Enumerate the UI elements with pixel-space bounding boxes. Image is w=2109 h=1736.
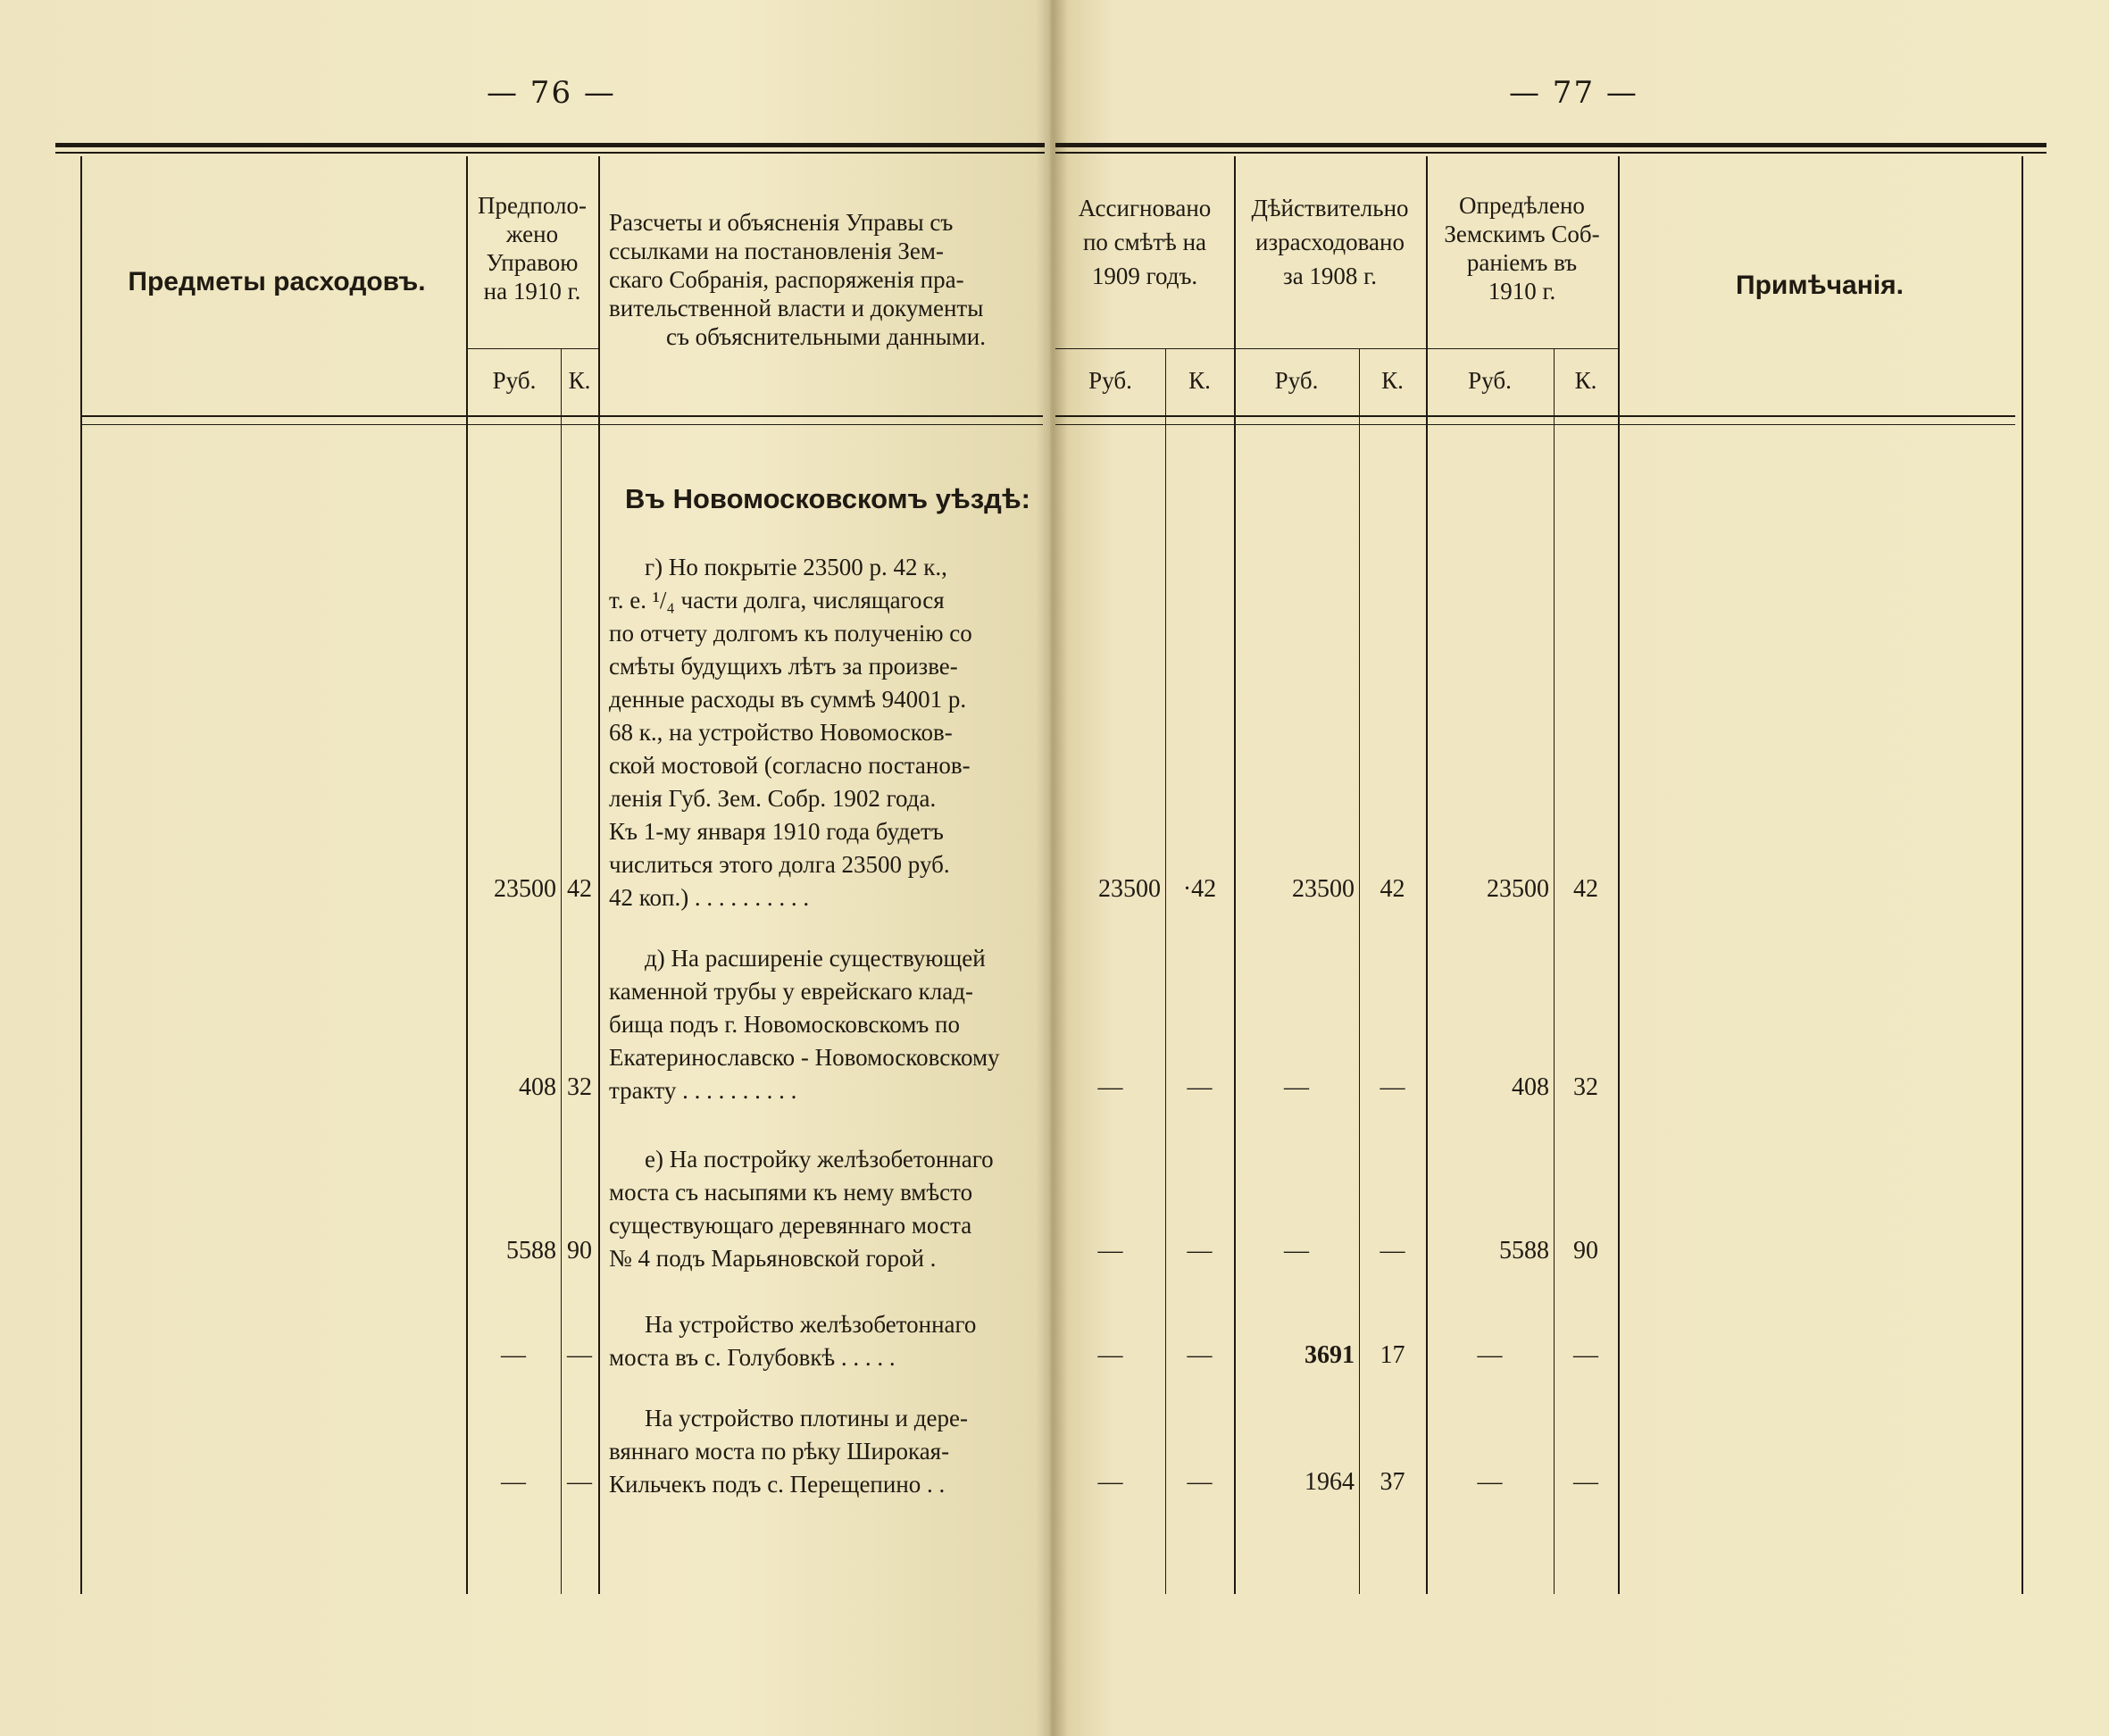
row-4-proposed-rub: — <box>501 1341 526 1369</box>
row-5-assigned-rub: — <box>1097 1468 1123 1496</box>
row-3-assigned-rub: — <box>1097 1237 1123 1264</box>
row-2-proposed-rub: 408 <box>519 1073 556 1101</box>
row-3-proposed-kop: 90 <box>567 1237 592 1264</box>
row-2-text: д) На расширеніе существующей каменной трубы у еврейскаго клад- бища подъ г. Новомосковскомъ по Екатеринославско - Новомосковскому тракту . . . . . . . . . . <box>609 945 1000 1104</box>
col-line-explanations-left <box>598 156 600 1594</box>
top-rule-right-thin <box>1055 152 2046 154</box>
header-proposed-kop: К. <box>568 367 591 394</box>
row-4-assigned-rub: — <box>1097 1341 1123 1369</box>
row-3-assigned-kop: — <box>1187 1237 1213 1264</box>
col-line-notes-left <box>1618 156 1620 1594</box>
header-notes: Примѣчанія. <box>1736 271 1904 300</box>
col-line-spent-rk <box>1359 348 1360 1594</box>
header-assigned-rub: Руб. <box>1088 367 1132 394</box>
row-5-proposed-rub: — <box>501 1468 526 1496</box>
row-4-approved-rub: — <box>1477 1341 1503 1369</box>
col-line-left-edge <box>80 156 82 1594</box>
top-rule-right <box>1055 143 2046 147</box>
row-3-spent-kop: — <box>1380 1237 1405 1264</box>
row-3-approved-rub: 5588 <box>1499 1237 1549 1264</box>
col-line-proposed-left <box>466 156 468 1594</box>
row-1-approved-rub: 23500 <box>1487 875 1549 903</box>
row-5-approved-rub: — <box>1477 1468 1503 1496</box>
page-number-left: — 76 — <box>487 75 616 111</box>
row-2-approved-kop: 32 <box>1573 1073 1598 1101</box>
header-proposed: Предполо- жено Управою на 1910 г. <box>478 192 587 305</box>
row-4-approved-kop: — <box>1573 1341 1598 1369</box>
row-4-assigned-kop: — <box>1187 1341 1213 1369</box>
row-1-spent-kop: 42 <box>1380 875 1405 903</box>
header-proposed-rub: Руб. <box>492 367 537 394</box>
row-4-text: На устройство желѣзобетоннаго моста въ с. Голубовкѣ . . . . . <box>609 1311 977 1371</box>
row-1-spent-rub: 23500 <box>1292 875 1355 903</box>
row-1-assigned-rub: 23500 <box>1098 875 1161 903</box>
rub-kop-rule-proposed <box>466 348 598 349</box>
row-5-spent-kop: 37 <box>1380 1468 1405 1496</box>
row-3-text: е) На постройку желѣзобетоннаго моста съ насыпями къ нему вмѣсто существующаго деревяннаго моста № 4 подъ Марьяновской горой . <box>609 1146 994 1272</box>
header-bottom-rule-left <box>80 415 1043 417</box>
header-spent: Дѣйствительно израсходовано за 1908 г. <box>1251 195 1409 289</box>
col-line-assigned-rk <box>1165 348 1166 1594</box>
row-5-spent-rub: 1964 <box>1305 1468 1355 1496</box>
header-approved: Опредѣлено Земскимъ Соб- раніемъ въ 1910 г. <box>1444 192 1600 305</box>
row-5-approved-kop: — <box>1573 1468 1598 1496</box>
row-2-spent-rub: — <box>1284 1073 1309 1101</box>
header-approved-rub: Руб. <box>1468 367 1512 394</box>
row-2-proposed-kop: 32 <box>567 1073 592 1101</box>
header-bottom-rule-right-2 <box>1055 424 2015 425</box>
row-5-assigned-kop: — <box>1187 1468 1213 1496</box>
rub-kop-rule-right <box>1055 348 1618 349</box>
header-assigned: Ассигновано по смѣтѣ на 1909 годъ. <box>1078 195 1212 289</box>
header-assigned-kop: К. <box>1188 367 1211 394</box>
header-items: Предметы расходовъ. <box>128 267 426 296</box>
row-5-text: На устройство плотины и дере- вяннаго моста по рѣку Широкая- Кильчекъ подъ с. Перещепино . . <box>609 1405 968 1498</box>
row-4-spent-kop: 17 <box>1380 1341 1405 1369</box>
col-line-proposed-rk <box>561 348 562 1594</box>
row-1-proposed-rub: 23500 <box>494 875 556 903</box>
top-rule-left-thin <box>55 152 1045 154</box>
row-5-proposed-kop: — <box>567 1468 592 1496</box>
top-rule-left <box>55 143 1045 147</box>
header-spent-kop: К. <box>1381 367 1404 394</box>
row-3-approved-kop: 90 <box>1573 1237 1598 1264</box>
row-2-assigned-rub: — <box>1097 1073 1123 1101</box>
row-2-approved-rub: 408 <box>1512 1073 1549 1101</box>
header-spent-rub: Руб. <box>1274 367 1319 394</box>
col-line-right-edge <box>2021 156 2023 1594</box>
row-3-proposed-rub: 5588 <box>506 1237 556 1264</box>
row-1-assigned-kop: ·42 <box>1182 875 1217 903</box>
row-2-assigned-kop: — <box>1187 1073 1213 1101</box>
row-4-proposed-kop: — <box>567 1341 592 1369</box>
row-3-spent-rub: — <box>1284 1237 1309 1264</box>
row-1-text: г) Но покрытіе 23500 р. 42 к., т. е. ¹/₄ части долга, числящагося по отчету долгомъ къ полученію со смѣты будущихъ лѣтъ за произве- денные расходы въ суммѣ 94001 р. 68 к., на устройство Новомосков- ской мостовой (согласно постанов- ленія Губ. Зем. Собр. 1902 года. Къ 1-му января 1910 года будетъ числиться этого долга 23500 руб. 42 коп.) . . . . . . . . . . <box>609 554 972 911</box>
row-1-approved-kop: 42 <box>1573 875 1598 903</box>
row-4-spent-rub: 3691 <box>1305 1341 1355 1369</box>
header-bottom-rule-left-2 <box>80 424 1043 425</box>
header-approved-kop: К. <box>1574 367 1597 394</box>
col-line-approved-rk <box>1554 348 1555 1594</box>
header-bottom-rule-right <box>1055 415 2015 417</box>
row-1-proposed-kop: 42 <box>567 875 592 903</box>
page-number-right: — 77 — <box>1509 75 1638 111</box>
row-2-spent-kop: — <box>1380 1073 1405 1101</box>
section-title: Въ Новомосковскомъ уѣздѣ: <box>625 483 1030 514</box>
header-explanations: Разсчеты и объясненія Управы съ ссылками на постановленія Зем- скаго Собранія, распоряженія пра- вительственной власти и документы съ объяснительными данными. <box>609 209 986 350</box>
